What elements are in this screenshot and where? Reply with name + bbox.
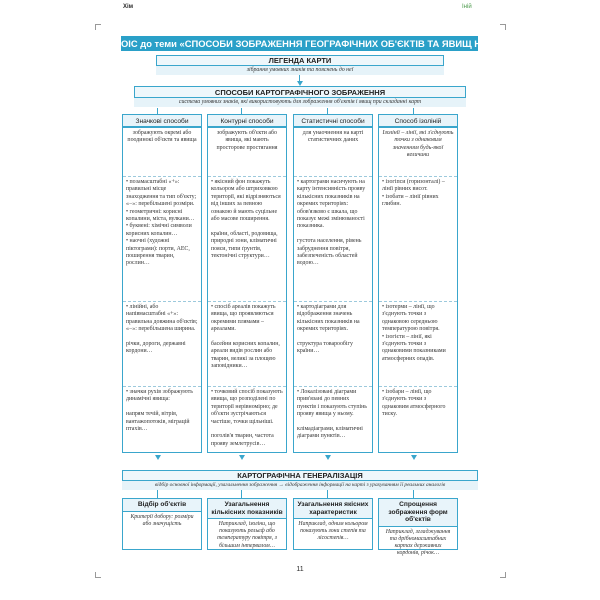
generalization-box-title: Узагальнення кількісних показників — [208, 499, 286, 519]
page-title: ОІС до теми «СПОСОБИ ЗОБРАЖЕННЯ ГЕОГРАФІЧНИХ ОБ'ЄКТІВ ТА ЯВИЩ НА КАРТАХ — [121, 38, 528, 49]
generalization-box-title: Спрощення зображення форм об'єктів — [379, 499, 457, 527]
column-header: Статистичні способи — [293, 114, 373, 127]
method-cell: • лінійні, або напівмасштабні «+»: правильна довжина об'єктів; «−»: перебільшена ширина. річки, дороги, державні кордони… — [123, 301, 201, 386]
crop-mark — [95, 572, 101, 578]
methods-title: СПОСОБИ КАРТОГРАФІЧНОГО ЗОБРАЖЕННЯ — [134, 86, 466, 98]
arrow-down-icon — [411, 455, 417, 460]
method-cell: • ізогіпси (горизонталі) – лінії рівних висот. • ізобати – лінії рівних глибин. — [379, 176, 457, 301]
crop-mark — [95, 24, 101, 30]
generalization-box-text: Критерії добору: розміри або значущість — [130, 513, 194, 527]
method-cell: • картодіаграми для відображення значень кількісних показників на окремих територіях. структура товарообігу країни… — [294, 301, 372, 386]
arrow-down-icon — [239, 455, 245, 460]
column-body — [207, 127, 287, 453]
method-cell: • Локалізовані діаграми прив'язані до певних пунктів і показують ступінь прояву явища у ньому. клімадіаграми, кліматичні діаграми пунктів… — [294, 386, 372, 469]
column-intro: зображують об'єкти або явища, які мають просторове простягання — [216, 130, 278, 151]
method-cell: • картограми насичують на карту інтенсивність прояву кількісних показників на окремих територіях: обов'язково є шкала, що показує межі змінюваності показника. густота населення, рівень забруднення повітря, забезпеченість областей водою… — [294, 176, 372, 301]
arrow-down-icon — [325, 455, 331, 460]
page-number: 11 — [296, 566, 304, 573]
crop-mark — [500, 24, 506, 30]
generalization-box — [122, 498, 202, 550]
generalization-box-title: Узагальнення якісних характеристик — [294, 499, 372, 519]
generalization-box-title: Відбір об'єктів — [123, 499, 201, 512]
legend-title: ЛЕГЕНДА КАРТИ — [156, 55, 444, 66]
method-cell: • ізобари – лінії, що з'єднують точки з однаковим атмосферного тиску. — [379, 386, 457, 469]
arrow-down-icon — [155, 455, 161, 460]
column-header: Контурні способи — [207, 114, 287, 127]
generalization-box-text: Наприклад, ізоліни, що показують рельєф або температуру повітря, з більшим інтервалом… — [217, 521, 277, 549]
header-right: Іній — [462, 4, 472, 10]
method-cell: • спосіб ареалів покажуть явища, що проявляються окремими плямами – ареалами. басейни корисних копалин, ареали видів рослин або тварин, великі за площею заповідники… — [208, 301, 286, 386]
generalization-text: відбір основної інформації, узагальнення зображення → відображення інформації на карті з урахуванням її реальних аналогів — [122, 481, 478, 490]
method-cell: • ізотерми – лінії, що з'єднують точки з однаковою середньою температурою повітря. • ізогієти – лінії, які з'єднують точки з однаковими показниками атмосферних опадів. — [379, 301, 457, 386]
legend-text: зібрання умовних знаків та пояснень до неї — [156, 66, 444, 75]
column-intro: Ізолінії – лінії, які з'єднують точки з однаковим значенням будь-якої величини — [382, 130, 454, 159]
generalization-title: КАРТОГРАФІЧНА ГЕНЕРАЛІЗАЦІЯ — [122, 470, 478, 481]
column-body — [378, 127, 458, 453]
column-body — [122, 127, 202, 453]
method-cell: • позамасштабні «+»: правильні місце знаходження та тип об'єкту; «−»: перебільшені розміри. • геометричні: корисні копалини, міста, вулкани… • буквені: хімічні символи корисних копалин… • наочні (художні піктограми): порти, АЕС, поширення тварин, рослин… — [123, 176, 201, 301]
column-intro: для унаочнення на карті статистичних даних — [302, 130, 364, 144]
column-header: Способ ізоліній — [378, 114, 458, 127]
generalization-box — [378, 498, 458, 557]
method-cell: • якісний фон покажуть кольором або штриховкою території, які відрізняються від інших за певною ознакою й мають суцільне або масове поширення. країни, області, родовища, природні зони, кліматичні пояси, типи ґрунтів, тектонічні структури… — [208, 176, 286, 301]
generalization-box-text: Наприклад, згладжування та дрібномасштабних картах державних кордонів, річок… — [385, 528, 451, 557]
method-cell: • точковий спосіб показують явища, що розподілені по території нерівномірно; де об'єкти зустрічаються частіше, точки щільніші. поголів'я тварин, частота прояву землетрусів… — [208, 386, 286, 469]
column-header: Значкові способи — [122, 114, 202, 127]
header-left: Хім — [123, 4, 134, 10]
crop-mark — [500, 572, 506, 578]
generalization-box — [293, 498, 373, 550]
methods-text: система умовних знаків, які використовують для зображення об'єктів і явищ при складанні карт — [134, 98, 466, 107]
column-body — [293, 127, 373, 453]
method-cell: • значки рухів зображують динамічні явища: напрям течій, вітрів, вантажопотоків, міграцій птахів… — [123, 386, 201, 469]
generalization-box-text: Наприклад, одним кольором показують зони степів та лісостепів… — [298, 521, 368, 542]
column-intro: зображують окремі або поодинокі об'єкти та явища — [127, 130, 197, 144]
generalization-box — [207, 498, 287, 550]
